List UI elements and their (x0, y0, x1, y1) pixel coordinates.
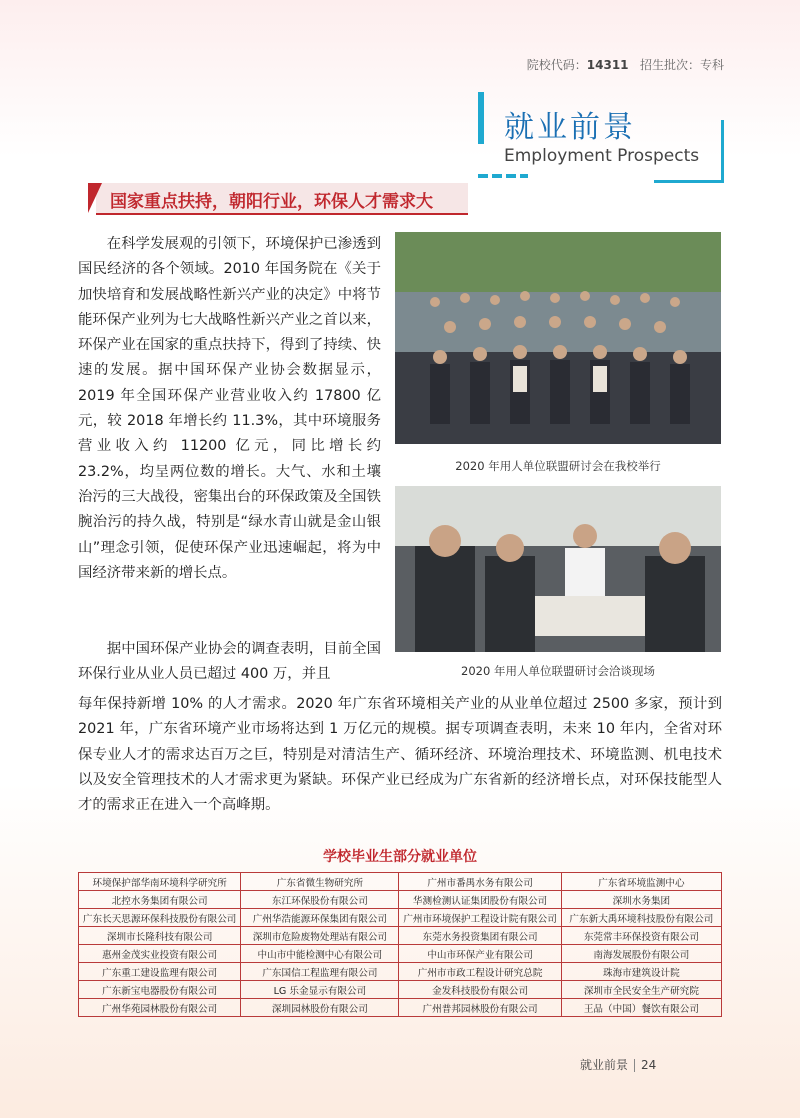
table-row (79, 981, 722, 999)
footer-section-label: 就业前景 (580, 1058, 629, 1072)
table-cell: 深圳市长隆科技有限公司 (79, 927, 241, 945)
group-photo-illustration (395, 232, 721, 444)
institution-code-label: 院校代码： (526, 58, 587, 72)
table-cell: 深圳市全民安全生产研究院 (561, 981, 721, 999)
table-row (79, 945, 722, 963)
meeting-photo (395, 486, 721, 652)
footer-divider (634, 1059, 635, 1072)
body-paragraph-3: 每年保持新增 10% 的人才需求。2020 年广东省环境相关产业的从业单位超过 2500 多家，预计到 2021 年，广东省环境产业市场将达到 1 万亿元的规模。据专项调查表明，未来 10 年内，全省对环保专业人才的需求达百万之巨，特别是对清洁生产、循环经济、环境治理技术、环境监测、机电技术以及安全管理技术的人才需求更为紧缺。环保产业已经成为广东省新的经济增长点，对环保技能型人才的需求正在进入一个高峰期。 (78, 696, 722, 814)
table-cell: 广州华浩能源环保集团有限公司 (241, 909, 399, 927)
table-cell: 王品（中国）餐饮有限公司 (561, 999, 721, 1017)
table-cell: 珠海市建筑设计院 (561, 963, 721, 981)
page-footer (580, 1056, 656, 1073)
page-title: 就业前景 (504, 110, 636, 145)
batch-value: 专科 (699, 58, 724, 72)
page-title-block (478, 92, 724, 184)
table-row (79, 891, 722, 909)
table-cell: 广州普邦园林股份有限公司 (399, 999, 561, 1017)
employer-table (78, 872, 722, 1017)
table-cell: 金发科技股份有限公司 (399, 981, 561, 999)
table-cell: 广东省微生物研究所 (241, 873, 399, 891)
title-frame-left (478, 92, 484, 144)
section-banner-triangle (88, 183, 102, 213)
table-cell: 东莞常丰环保投资有限公司 (561, 927, 721, 945)
page-subtitle: Employment Prospects (504, 146, 700, 166)
group-photo (395, 232, 721, 444)
table-cell: 中山市环保产业有限公司 (399, 945, 561, 963)
table-cell: 广东省环境监测中心 (561, 873, 721, 891)
table-cell: 中山市中能检测中心有限公司 (241, 945, 399, 963)
photo-caption-1: 2020 年用人单位联盟研讨会在我校举行 (455, 459, 661, 473)
table-cell: 惠州金茂实业投资有限公司 (79, 945, 241, 963)
table-cell: 南海发展股份有限公司 (561, 945, 721, 963)
table-cell: 深圳水务集团 (561, 891, 721, 909)
table-row (79, 927, 722, 945)
section-heading: 国家重点扶持，朝阳行业，环保人才需求大 (110, 192, 433, 212)
header-info (527, 56, 724, 73)
table-row (79, 909, 722, 927)
table-cell: 广东国信工程监理有限公司 (241, 963, 399, 981)
table-cell: LG 乐金显示有限公司 (241, 981, 399, 999)
photo-caption-2: 2020 年用人单位联盟研讨会洽谈现场 (461, 664, 655, 678)
table-cell: 华测检测认证集团股份有限公司 (399, 891, 561, 909)
table-cell: 广东长天思源环保科技股份有限公司 (79, 909, 241, 927)
body-paragraph-2: 据中国环保产业协会的调查表明，目前全国环保行业从业人员已超过 400 万，并且 (78, 641, 381, 683)
table-cell: 深圳市危险废物处理站有限公司 (241, 927, 399, 945)
employer-table-title: 学校毕业生部分就业单位 (323, 849, 477, 865)
section-banner (88, 183, 468, 213)
page-number: 24 (641, 1058, 657, 1072)
table-cell: 东莞水务投资集团有限公司 (399, 927, 561, 945)
table-cell: 广州华苑园林股份有限公司 (79, 999, 241, 1017)
table-cell: 北控水务集团有限公司 (79, 891, 241, 909)
table-cell: 东江环保股份有限公司 (241, 891, 399, 909)
table-cell: 广东重工建设监理有限公司 (79, 963, 241, 981)
table-cell: 广州市番禺水务有限公司 (399, 873, 561, 891)
table-cell: 广州市环境保护工程设计院有限公司 (399, 909, 561, 927)
batch-label: 招生批次： (639, 58, 700, 72)
table-row (79, 963, 722, 981)
table-cell: 广东新宝电器股份有限公司 (79, 981, 241, 999)
table-cell: 深圳园林股份有限公司 (241, 999, 399, 1017)
table-cell: 广东新大禹环境科技股份有限公司 (561, 909, 721, 927)
title-frame-bottom (654, 180, 724, 183)
meeting-photo-illustration (395, 486, 721, 652)
institution-code: 14311 (586, 58, 629, 72)
body-paragraph-1: 在科学发展观的引领下，环境保护已渗透到国民经济的各个领域。2010 年国务院在《关于加快培育和发展战略性新兴产业的决定》中将节能环保产业列为七大战略性新兴产业之首以来，环保产业在国家的重点扶持下，得到了持续、快速的发展。据中国环保产业协会数据显示，2019 年全国环保产业营业收入约 17800 亿元，较 2018 年增长约 11.3%，其中环境服务营业收入约 11200 亿元，同比增长约 23.2%，均呈两位数的增长。大气、水和土壤治污的三大战役，密集出台的环保政策及全国铁腕治污的持久战，特别是“绿水青山就是金山银山”理念引领，促使环保产业迅速崛起，将为中国经济带来新的增长点。 (78, 236, 381, 581)
table-cell: 环境保护部华南环境科学研究所 (79, 873, 241, 891)
table-row (79, 873, 722, 891)
title-frame-right (721, 120, 724, 182)
table-row (79, 999, 722, 1017)
table-cell: 广州市市政工程设计研究总院 (399, 963, 561, 981)
title-dash-decoration (478, 174, 528, 178)
